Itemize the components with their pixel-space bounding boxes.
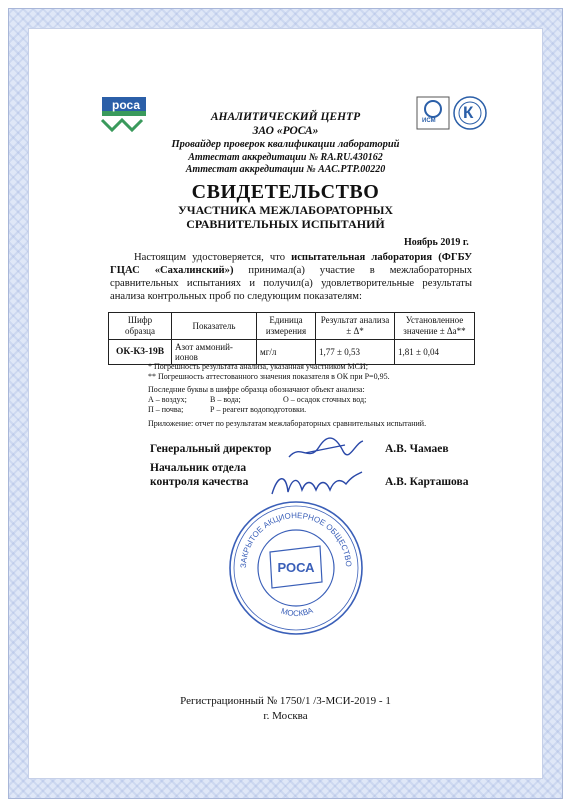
company-name: ЗАО «РОСА»	[252, 125, 319, 137]
note-1: * Погрешность результата анализа, указанная участником МСИ;	[148, 362, 368, 371]
cell-assigned: 1,81 ± 0,04	[395, 340, 475, 365]
table-row	[109, 340, 475, 365]
ism-badge-text: ИСМ	[422, 118, 436, 124]
col-header-indicator: Показатель	[172, 313, 257, 340]
lab-name: (ФГБУ ГЦАС «Сахалинский»)	[110, 252, 472, 276]
table-header-row	[109, 313, 475, 340]
director-signature	[285, 433, 365, 470]
letters-title: Последние буквы в шифре образца обозначают объект анализа:	[148, 385, 365, 394]
lab-label: испытательная лаборатория	[291, 252, 433, 263]
letter-a: А – воздух;	[148, 395, 187, 404]
director-title: Генеральный директор	[150, 443, 272, 455]
results-table	[108, 312, 475, 365]
provider-line: Провайдер проверок квалификации лабораторий	[171, 139, 400, 150]
letter-v: В – вода;	[210, 395, 241, 404]
certificate-title: СВИДЕТЕЛЬСТВО	[191, 181, 380, 203]
col-header-result: Результат анализа ± Δ*	[316, 313, 395, 340]
registration-number: Регистрационный № 1750/1 /3-МСИ-2019 - 1	[180, 695, 391, 707]
letter-o: О – осадок сточных вод;	[283, 395, 367, 404]
qc-title-1: Начальник отдела	[150, 462, 247, 474]
col-header-unit: Единица измерения	[257, 313, 316, 340]
org-name: АНАЛИТИЧЕСКИЙ ЦЕНТР	[210, 111, 361, 123]
issue-date: Ноябрь 2019 г.	[404, 237, 469, 248]
intro-end: принимал(а) участие в межлабораторных сравнительных испытаниях и получил(а) удовлетворительные результаты анализа контрольных проб по следующим показателям:	[110, 265, 472, 302]
cell-unit: мг/л	[257, 340, 316, 365]
stamp-center-text: РОСА	[277, 560, 315, 575]
director-name: А.В. Чамаев	[385, 443, 449, 455]
note-2: ** Погрешность аттестованного значения показателя в ОК при Р=0,95.	[148, 372, 390, 381]
cell-code: ОК-К3-19В	[109, 340, 172, 365]
intro-start: Настоящим удостоверяется, что	[134, 252, 292, 263]
accreditation-2: Аттестат аккредитации № ААС.РТР.00220	[185, 164, 386, 175]
stamp-city: МОСКВА	[279, 605, 315, 619]
stamp-ring-text: ЗАКРЫТОЕ АКЦИОНЕРНОЕ ОБЩЕСТВО	[238, 510, 354, 569]
col-header-code: Шифр образца	[109, 313, 172, 340]
letter-p: П – почва;	[148, 405, 184, 414]
appendix-note: Приложение: отчет по результатам межлабораторных сравнительных испытаний.	[148, 419, 427, 428]
cell-indicator: Азот аммоний-ионов	[172, 340, 257, 365]
logo-text: роса	[112, 98, 140, 112]
k-badge-text: К	[463, 103, 474, 122]
accreditation-1: Аттестат аккредитации № RA.RU.430162	[188, 152, 383, 163]
certificate-body	[110, 251, 472, 303]
cell-result: 1,77 ± 0,53	[316, 340, 395, 365]
footer-city: г. Москва	[263, 710, 308, 722]
letter-r: Р – реагент водоподготовки.	[210, 405, 307, 414]
official-stamp	[226, 498, 366, 638]
certificate-subtitle-1: УЧАСТНИКА МЕЖЛАБОРАТОРНЫХ	[177, 203, 394, 217]
col-header-assigned: Установленное значение ± Δа**	[395, 313, 475, 340]
qc-title-2: контроля качества	[150, 476, 249, 488]
qc-name: А.В. Карташова	[385, 476, 469, 488]
certificate-subtitle-2: СРАВНИТЕЛЬНЫХ ИСПЫТАНИЙ	[186, 217, 385, 231]
